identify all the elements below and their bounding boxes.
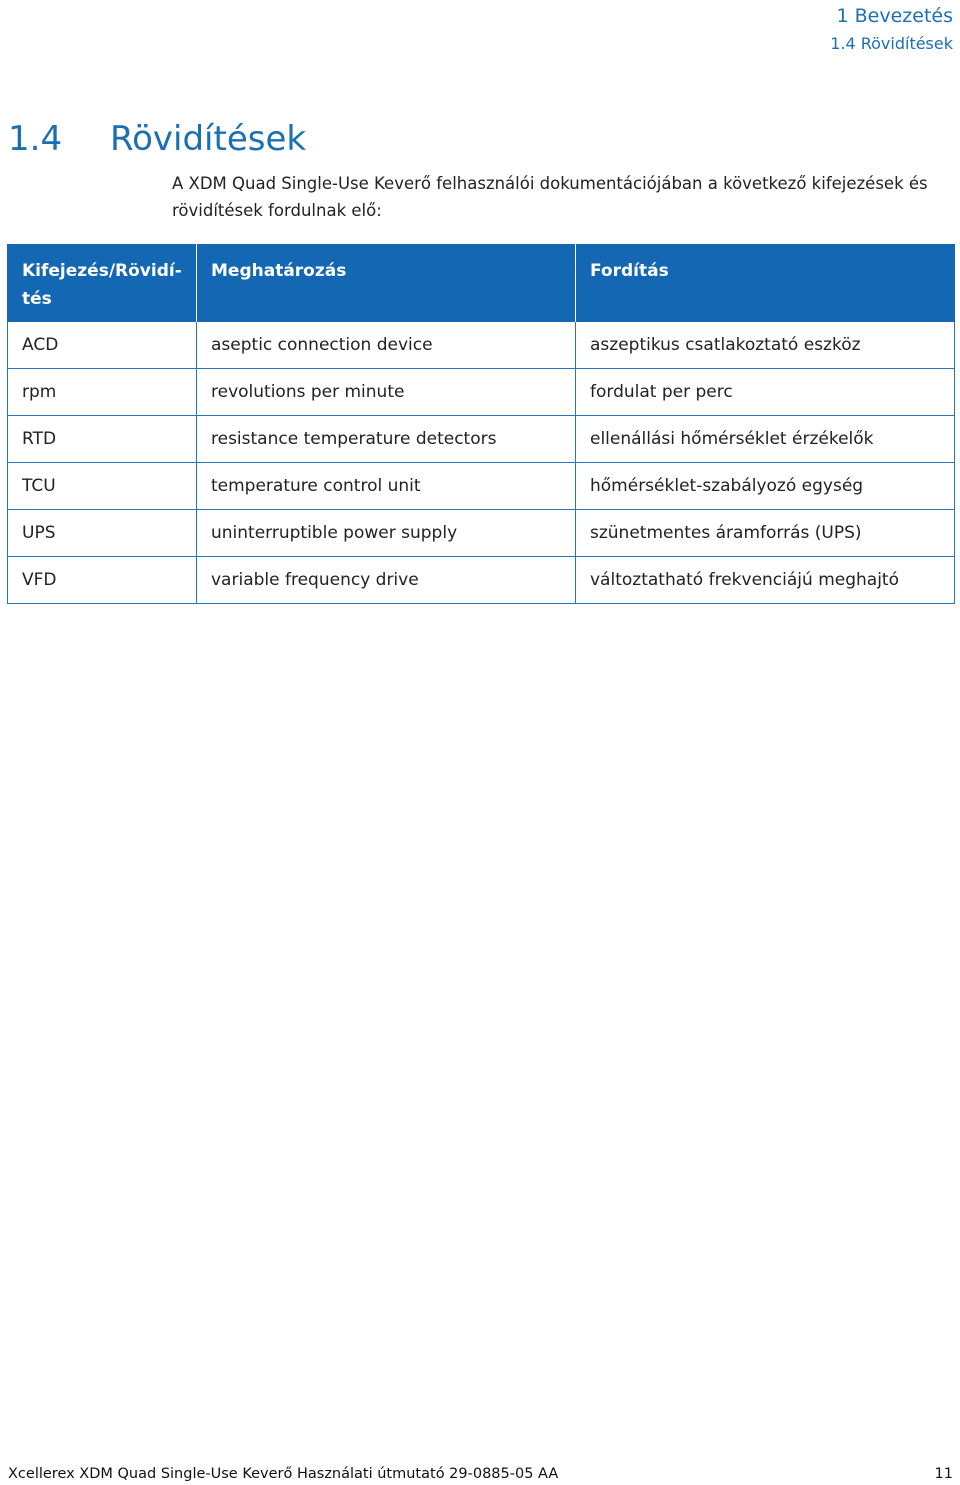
cell-definition: uninterruptible power supply (197, 510, 576, 557)
header-term (8, 244, 197, 322)
cell-term: ACD (8, 322, 197, 369)
header-translation-label: Fordítás (590, 261, 669, 281)
running-header-section: 1.4 Rövidítések (830, 34, 953, 53)
cell-translation: változtatható frekvenciájú meghajtó (576, 557, 955, 604)
table-row (8, 463, 955, 510)
cell-term: UPS (8, 510, 197, 557)
cell-translation: ellenállási hőmérséklet érzékelők (576, 416, 955, 463)
section-heading (8, 116, 306, 162)
cell-term: rpm (8, 369, 197, 416)
cell-definition: temperature control unit (197, 463, 576, 510)
section-number: 1.4 (8, 119, 63, 159)
table-row (8, 416, 955, 463)
table-row (8, 369, 955, 416)
abbreviations-table (7, 244, 955, 604)
cell-definition: aseptic connection device (197, 322, 576, 369)
cell-definition: revolutions per minute (197, 369, 576, 416)
intro-paragraph: A XDM Quad Single-Use Keverő felhasználói dokumentációjában a következő kifejezések és rövidítések fordulnak elő: (172, 174, 928, 220)
table-header-row (8, 244, 955, 322)
cell-definition: resistance temperature detectors (197, 416, 576, 463)
table-row (8, 510, 955, 557)
running-header (830, 2, 953, 58)
cell-translation: hőmérséklet-szabályozó egység (576, 463, 955, 510)
cell-translation: aszeptikus csatlakoztató eszköz (576, 322, 955, 369)
running-header-chapter: 1 Bevezetés (836, 5, 953, 27)
header-term-label: Kifejezés/Rövidí-tés (22, 261, 182, 309)
table-row (8, 557, 955, 604)
cell-term: RTD (8, 416, 197, 463)
footer-page-number: 11 (934, 1466, 953, 1482)
cell-translation: szünetmentes áramforrás (UPS) (576, 510, 955, 557)
footer-document-title: Xcellerex XDM Quad Single-Use Keverő Használati útmutató 29-0885-05 AA (8, 1466, 559, 1482)
header-definition-label: Meghatározás (211, 261, 347, 281)
cell-translation: fordulat per perc (576, 369, 955, 416)
cell-term: VFD (8, 557, 197, 604)
header-definition (197, 244, 576, 322)
table-row (8, 322, 955, 369)
cell-definition: variable frequency drive (197, 557, 576, 604)
section-title: Rövidítések (110, 119, 307, 159)
cell-term: TCU (8, 463, 197, 510)
header-translation (576, 244, 955, 322)
